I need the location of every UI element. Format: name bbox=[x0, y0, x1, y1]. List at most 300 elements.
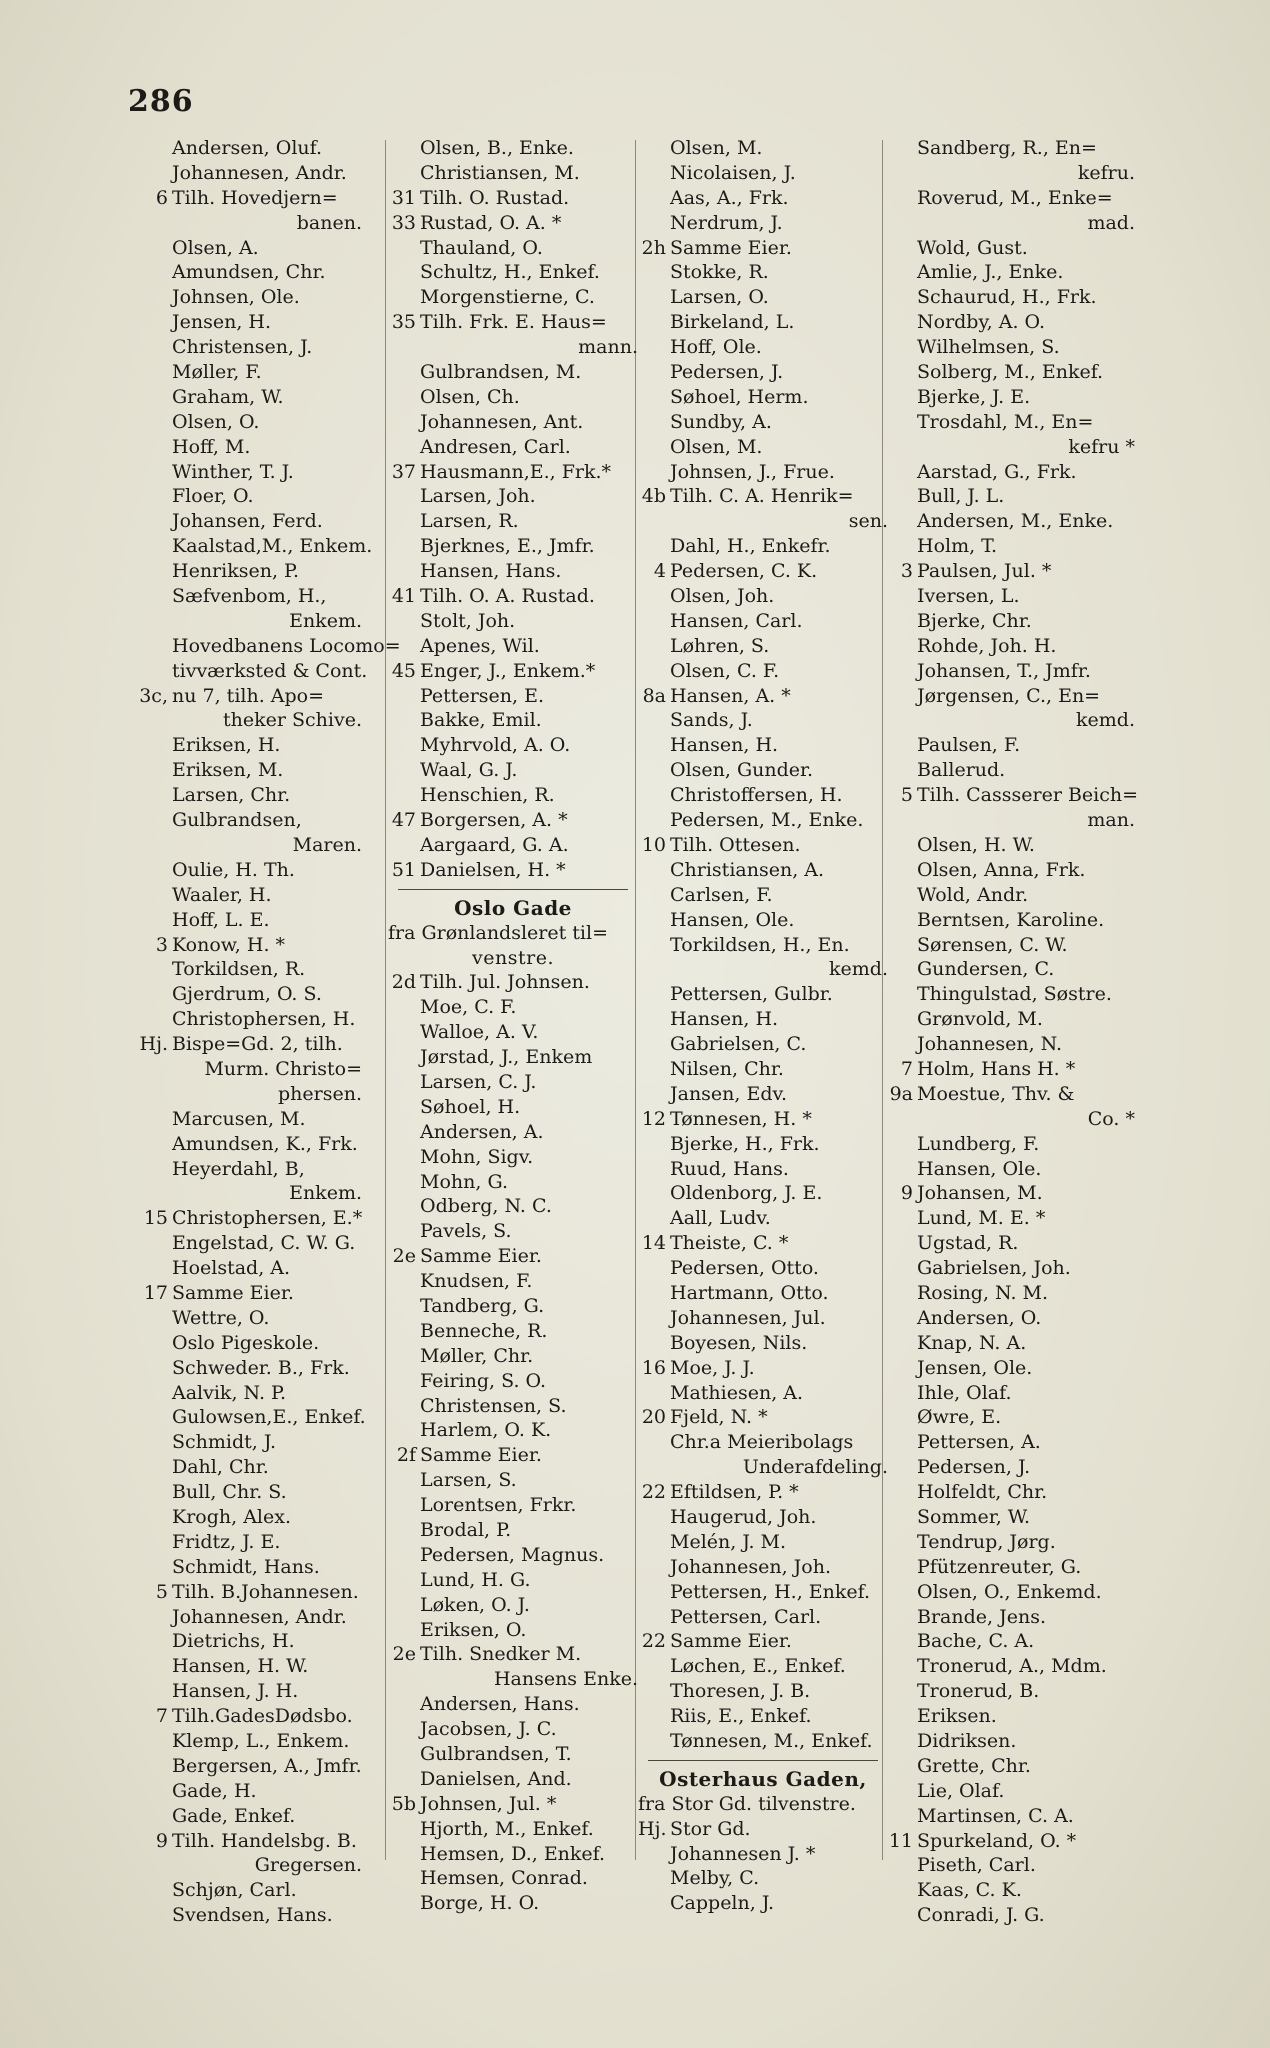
entry-text: Christophersen, E.* bbox=[172, 1207, 363, 1230]
entry-text: kefru. bbox=[1077, 161, 1135, 184]
directory-entry bbox=[638, 708, 888, 733]
entry-text: banen. bbox=[296, 211, 362, 234]
entry-text: Tendrup, Jørg. bbox=[917, 1530, 1056, 1553]
entry-text: Johannesen, Andr. bbox=[172, 1605, 347, 1628]
directory-entry bbox=[112, 808, 362, 833]
entry-text: Henriksen, P. bbox=[172, 560, 300, 583]
entry-text: Nilsen, Chr. bbox=[670, 1057, 784, 1080]
entry-text: Mohn, Sigv. bbox=[420, 1145, 534, 1168]
directory-entry bbox=[638, 584, 888, 609]
directory-entry bbox=[638, 534, 888, 559]
entry-text: Oslo Pigeskole. bbox=[172, 1331, 320, 1354]
entry-text: Samme Eier. bbox=[172, 1281, 294, 1304]
house-number: 14 bbox=[641, 1232, 666, 1255]
entry-text: phersen. bbox=[278, 1082, 362, 1105]
entry-text: Haugerud, Joh. bbox=[670, 1505, 817, 1528]
entry-text: Riis, E., Enkef. bbox=[670, 1705, 812, 1728]
entry-text: mann. bbox=[578, 336, 638, 359]
directory-entry bbox=[112, 1654, 362, 1679]
house-number: 3c, bbox=[139, 684, 168, 707]
entry-text: Dahl, Chr. bbox=[172, 1456, 269, 1479]
entry-text: Carlsen, F. bbox=[670, 883, 773, 906]
entry-text: Larsen, Joh. bbox=[420, 485, 536, 508]
entry-text: Winther, T. J. bbox=[172, 460, 294, 483]
entry-text: Cappeln, J. bbox=[670, 1892, 775, 1915]
entry-text: Mathiesen, A. bbox=[670, 1381, 804, 1404]
entry-text: Aarstad, G., Frk. bbox=[917, 460, 1077, 483]
directory-entry bbox=[388, 1842, 638, 1867]
entry-text: Benneche, R. bbox=[420, 1319, 548, 1342]
entry-text: Ballerud. bbox=[917, 759, 1006, 782]
directory-entry bbox=[112, 858, 362, 883]
directory-entry bbox=[638, 1605, 888, 1630]
entry-text: Schmidt, Hans. bbox=[172, 1555, 320, 1578]
entry-text: Løchen, E., Enkef. bbox=[670, 1655, 846, 1678]
directory-entry bbox=[885, 1356, 1135, 1381]
entry-text: Odberg, N. C. bbox=[420, 1195, 552, 1218]
entry-text: Larsen, S. bbox=[420, 1469, 517, 1492]
entry-text: Hansen, J. H. bbox=[172, 1680, 299, 1703]
directory-entry bbox=[885, 1804, 1135, 1829]
entry-text: Olsen, H. W. bbox=[917, 833, 1035, 856]
directory-entry bbox=[885, 534, 1135, 559]
entry-text: Eriksen, H. bbox=[172, 734, 281, 757]
directory-entry bbox=[112, 1804, 362, 1829]
directory-entry bbox=[388, 1244, 638, 1269]
entry-text: Hansen, Hans. bbox=[420, 560, 562, 583]
entry-text: Pedersen, J. bbox=[917, 1456, 1031, 1479]
house-number: 2e bbox=[392, 1245, 416, 1268]
directory-entry bbox=[388, 995, 638, 1020]
directory-entry bbox=[112, 1231, 362, 1256]
entry-text: Christoffersen, H. bbox=[670, 784, 843, 807]
entry-text: Fridtz, J. E. bbox=[172, 1530, 281, 1553]
house-number: 6 bbox=[155, 186, 168, 209]
directory-entry bbox=[388, 708, 638, 733]
entry-text: Holfeldt, Chr. bbox=[917, 1481, 1048, 1504]
directory-entry bbox=[388, 783, 638, 808]
entry-text: Tronerud, A., Mdm. bbox=[917, 1655, 1107, 1678]
directory-entry bbox=[885, 933, 1135, 958]
directory-entry bbox=[112, 310, 362, 335]
directory-entry bbox=[388, 1045, 638, 1070]
directory-entry bbox=[638, 335, 888, 360]
column-4 bbox=[885, 136, 1139, 1928]
directory-entry bbox=[638, 783, 888, 808]
directory-entry bbox=[388, 1717, 638, 1742]
directory-entry bbox=[388, 758, 638, 783]
entry-text: Christensen, J. bbox=[172, 336, 313, 359]
directory-entry bbox=[885, 957, 1135, 982]
directory-entry bbox=[388, 136, 638, 161]
house-number: 2f bbox=[396, 1444, 416, 1467]
entry-text: Hovedbanens Locomo= bbox=[172, 634, 401, 657]
directory-entry bbox=[388, 435, 638, 460]
entry-text: venstre. bbox=[472, 946, 554, 969]
directory-entry bbox=[638, 858, 888, 883]
directory-entry bbox=[388, 659, 638, 684]
directory-entry bbox=[112, 1057, 362, 1082]
directory-entry bbox=[638, 1256, 888, 1281]
entry-text: Aargaard, G. A. bbox=[420, 833, 569, 856]
entry-text: Grette, Chr. bbox=[917, 1754, 1031, 1777]
directory-entry bbox=[112, 1629, 362, 1654]
directory-entry bbox=[638, 1530, 888, 1555]
entry-text: Nicolaisen, J. bbox=[670, 161, 796, 184]
directory-entry bbox=[885, 783, 1139, 808]
house-number: 4b bbox=[641, 485, 666, 508]
entry-text: Pettersen, A. bbox=[917, 1431, 1041, 1454]
entry-text: Wettre, O. bbox=[172, 1306, 270, 1329]
directory-entry bbox=[885, 982, 1135, 1007]
entry-text: Tilh. O. Rustad. bbox=[420, 186, 570, 209]
house-number: 5 bbox=[900, 784, 913, 807]
entry-text: Øwre, E. bbox=[917, 1406, 1002, 1429]
directory-entry bbox=[885, 360, 1135, 385]
directory-entry bbox=[885, 1381, 1135, 1406]
directory-entry bbox=[638, 982, 888, 1007]
entry-text: Thingulstad, Søstre. bbox=[917, 983, 1112, 1006]
directory-entry bbox=[112, 1605, 362, 1630]
house-number: 45 bbox=[391, 659, 416, 682]
entry-text: Olsen, B., Enke. bbox=[420, 137, 574, 159]
entry-text: Schmidt, J. bbox=[172, 1431, 277, 1454]
entry-text: Hausmann,E., Frk.* bbox=[420, 460, 612, 483]
directory-entry bbox=[388, 970, 638, 995]
entry-text: Floer, O. bbox=[172, 485, 254, 508]
entry-text: Grønvold, M. bbox=[917, 1008, 1043, 1031]
directory-entry bbox=[638, 1455, 888, 1480]
entry-text: Bjerke, H., Frk. bbox=[670, 1132, 820, 1155]
directory-entry bbox=[112, 659, 368, 684]
directory-entry bbox=[885, 161, 1135, 186]
entry-text: Tilh. Handelsbg. B. bbox=[172, 1829, 357, 1852]
directory-entry bbox=[638, 1729, 888, 1754]
directory-entry bbox=[112, 1306, 362, 1331]
entry-text: Pavels, S. bbox=[420, 1220, 512, 1243]
entry-text: Sørensen, C. W. bbox=[917, 933, 1068, 956]
entry-text: Rustad, O. A. * bbox=[420, 211, 562, 234]
entry-text: Pettersen, E. bbox=[420, 684, 544, 707]
directory-entry bbox=[885, 1306, 1135, 1331]
entry-text: Knap, N. A. bbox=[917, 1331, 1027, 1354]
entry-text: Bjerke, J. E. bbox=[917, 385, 1031, 408]
entry-text: Wilhelmsen, S. bbox=[917, 336, 1060, 359]
entry-text: Oulie, H. Th. bbox=[172, 858, 295, 881]
directory-entry bbox=[112, 1007, 362, 1032]
entry-text: Enkem. bbox=[289, 609, 362, 632]
entry-text: Hemsen, Conrad. bbox=[420, 1867, 588, 1890]
directory-entry bbox=[638, 260, 888, 285]
entry-text: Thoresen, J. B. bbox=[670, 1680, 811, 1703]
directory-entry bbox=[388, 310, 638, 335]
entry-text: Eftildsen, P. * bbox=[670, 1481, 799, 1504]
directory-entry bbox=[388, 1219, 638, 1244]
entry-text: Johnsen, J., Frue. bbox=[670, 460, 835, 483]
directory-entry bbox=[638, 1331, 888, 1356]
directory-entry bbox=[112, 609, 362, 634]
directory-entry bbox=[885, 758, 1135, 783]
entry-text: Aalvik, N. P. bbox=[172, 1381, 286, 1404]
house-number: 8a bbox=[642, 684, 666, 707]
directory-entry bbox=[885, 609, 1135, 634]
directory-entry bbox=[388, 1095, 638, 1120]
directory-entry bbox=[638, 1032, 888, 1057]
entry-text: Apenes, Wil. bbox=[420, 634, 540, 657]
entry-text: Henschien, R. bbox=[420, 784, 555, 807]
directory-entry bbox=[112, 1455, 362, 1480]
directory-entry bbox=[112, 285, 362, 310]
directory-entry bbox=[638, 285, 888, 310]
directory-entry bbox=[388, 808, 638, 833]
directory-entry bbox=[885, 1281, 1135, 1306]
entry-text: Christensen, S. bbox=[420, 1394, 567, 1417]
entry-text: Johnsen, Ole. bbox=[172, 286, 300, 309]
entry-text: Tilh. Hovedjern= bbox=[172, 186, 338, 209]
directory-entry bbox=[885, 858, 1135, 883]
entry-text: Olsen, M. bbox=[670, 435, 763, 458]
entry-text: Olsen, O., Enkemd. bbox=[917, 1580, 1102, 1603]
entry-text: Sommer, W. bbox=[917, 1505, 1031, 1528]
directory-entry bbox=[112, 1356, 362, 1381]
entry-text: Piseth, Carl. bbox=[917, 1854, 1036, 1877]
house-number: 2h bbox=[641, 236, 666, 259]
entry-text: Rohde, Joh. H. bbox=[917, 634, 1057, 657]
entry-text: Underafdeling. bbox=[742, 1456, 888, 1479]
entry-text: Hansen, H. bbox=[670, 734, 779, 757]
entry-text: Pedersen, J. bbox=[670, 361, 784, 384]
entry-text: Oldenborg, J. E. bbox=[670, 1182, 823, 1205]
directory-entry bbox=[112, 1505, 362, 1530]
house-number: Hj. bbox=[139, 1033, 168, 1056]
directory-entry bbox=[638, 933, 888, 958]
directory-entry bbox=[885, 1231, 1135, 1256]
entry-text: fra Stor Gd. tilvenstre. bbox=[638, 1792, 856, 1815]
entry-text: Svendsen, Hans. bbox=[172, 1904, 333, 1927]
entry-text: Gjerdrum, O. S. bbox=[172, 983, 322, 1006]
entry-text: Melby, C. bbox=[670, 1867, 760, 1890]
entry-text: Samme Eier. bbox=[670, 236, 792, 259]
directory-entry bbox=[885, 559, 1135, 584]
directory-entry bbox=[885, 908, 1135, 933]
directory-entry bbox=[112, 1779, 362, 1804]
entry-text: Gade, H. bbox=[172, 1779, 257, 1802]
directory-entry bbox=[112, 733, 362, 758]
directory-entry bbox=[112, 684, 362, 709]
entry-text: Hansen, A. * bbox=[670, 684, 791, 707]
entry-text: Tilh. C. A. Henrik= bbox=[670, 485, 854, 508]
directory-entry bbox=[638, 1306, 888, 1331]
directory-entry bbox=[112, 161, 362, 186]
directory-entry bbox=[112, 260, 362, 285]
entry-text: Johnsen, Jul. * bbox=[420, 1792, 557, 1815]
directory-entry bbox=[112, 484, 362, 509]
directory-entry bbox=[112, 1903, 362, 1928]
entry-text: Andresen, Carl. bbox=[420, 435, 571, 458]
directory-entry bbox=[388, 858, 638, 883]
directory-entry bbox=[388, 360, 638, 385]
entry-text: Ruud, Hans. bbox=[670, 1157, 789, 1180]
entry-text: Amundsen, K., Frk. bbox=[172, 1132, 358, 1155]
directory-entry bbox=[885, 1679, 1135, 1704]
directory-entry bbox=[388, 1418, 638, 1443]
directory-entry bbox=[112, 1704, 362, 1729]
entry-text: Eriksen, O. bbox=[420, 1618, 527, 1641]
column-3 bbox=[638, 136, 888, 1916]
entry-text: Marcusen, M. bbox=[172, 1107, 306, 1130]
directory-entry bbox=[112, 833, 362, 858]
entry-text: Andersen, O. bbox=[917, 1306, 1042, 1329]
entry-text: Hoff, M. bbox=[172, 435, 251, 458]
entry-text: Myhrvold, A. O. bbox=[420, 734, 571, 757]
entry-text: Gregersen. bbox=[254, 1854, 362, 1877]
directory-entry bbox=[885, 1505, 1135, 1530]
entry-text: Ugstad, R. bbox=[917, 1232, 1019, 1255]
entry-text: Moestue, Thv. & bbox=[917, 1082, 1075, 1105]
directory-entry bbox=[112, 1430, 362, 1455]
entry-text: Møller, F. bbox=[172, 361, 262, 384]
directory-entry bbox=[885, 460, 1135, 485]
directory-entry bbox=[112, 1878, 362, 1903]
entry-text: Hartmann, Otto. bbox=[670, 1281, 829, 1304]
directory-entry bbox=[388, 1294, 638, 1319]
directory-entry bbox=[885, 659, 1135, 684]
entry-text: Johannesen, Andr. bbox=[172, 161, 347, 184]
entry-text: Gabrielsen, C. bbox=[670, 1033, 807, 1056]
entry-text: Olsen, M. bbox=[670, 137, 763, 159]
directory-entry bbox=[112, 1555, 362, 1580]
entry-text: Engelstad, C. W. G. bbox=[172, 1232, 356, 1255]
directory-entry bbox=[638, 559, 888, 584]
directory-entry bbox=[388, 1170, 638, 1195]
entry-text: Borge, H. O. bbox=[420, 1892, 540, 1915]
directory-entry bbox=[638, 1505, 888, 1530]
directory-entry bbox=[388, 1891, 638, 1916]
directory-entry bbox=[885, 1132, 1135, 1157]
directory-entry bbox=[112, 410, 362, 435]
house-number: 10 bbox=[641, 833, 666, 856]
entry-text: Thauland, O. bbox=[420, 236, 543, 259]
directory-entry bbox=[638, 1555, 888, 1580]
entry-text: theker Schive. bbox=[223, 709, 362, 732]
page-number: 286 bbox=[128, 84, 194, 119]
directory-entry bbox=[112, 1381, 362, 1406]
entry-text: Danielsen, And. bbox=[420, 1767, 572, 1790]
entry-text: kefru * bbox=[1068, 435, 1135, 458]
directory-entry bbox=[112, 1754, 362, 1779]
directory-entry bbox=[885, 1206, 1135, 1231]
directory-entry bbox=[112, 1853, 362, 1878]
street-direction bbox=[388, 921, 638, 946]
entry-text: Christiansen, M. bbox=[420, 161, 580, 184]
directory-entry bbox=[112, 360, 362, 385]
house-number: 3 bbox=[900, 560, 913, 583]
section-rule bbox=[398, 889, 628, 890]
entry-text: Hemsen, D., Enkef. bbox=[420, 1842, 606, 1865]
directory-entry bbox=[638, 758, 888, 783]
entry-text: Roverud, M., Enke= bbox=[917, 186, 1113, 209]
entry-text: Solberg, M., Enkef. bbox=[917, 361, 1104, 384]
entry-text: Holm, Hans H. * bbox=[917, 1057, 1076, 1080]
entry-text: Gundersen, C. bbox=[917, 958, 1055, 981]
entry-text: Lorentsen, Frkr. bbox=[420, 1494, 577, 1517]
entry-text: Eriksen, M. bbox=[172, 759, 284, 782]
directory-entry bbox=[638, 410, 888, 435]
entry-text: Eriksen. bbox=[917, 1705, 997, 1728]
directory-entry bbox=[638, 1231, 888, 1256]
directory-entry bbox=[112, 186, 362, 211]
entry-text: Hansen, Ole. bbox=[917, 1157, 1042, 1180]
directory-entry bbox=[388, 285, 638, 310]
directory-entry bbox=[885, 509, 1135, 534]
directory-entry bbox=[885, 385, 1135, 410]
entry-text: Andersen, Oluf. bbox=[172, 137, 323, 159]
house-number: 9a bbox=[889, 1082, 913, 1105]
directory-entry bbox=[112, 982, 362, 1007]
directory-entry bbox=[388, 1269, 638, 1294]
directory-entry bbox=[388, 1070, 638, 1095]
entry-text: Hjorth, M., Enkef. bbox=[420, 1817, 594, 1840]
directory-entry bbox=[885, 136, 1135, 161]
directory-entry bbox=[885, 1580, 1135, 1605]
directory-entry bbox=[112, 559, 362, 584]
entry-text: Olsen, O. bbox=[172, 410, 260, 433]
entry-text: Hansen, H. W. bbox=[172, 1655, 309, 1678]
entry-text: Larsen, O. bbox=[670, 286, 769, 309]
directory-entry bbox=[388, 733, 638, 758]
directory-entry bbox=[638, 808, 888, 833]
directory-entry bbox=[112, 1580, 362, 1605]
directory-entry bbox=[885, 1405, 1135, 1430]
house-number: 17 bbox=[143, 1281, 168, 1304]
directory-entry bbox=[388, 211, 638, 236]
directory-entry bbox=[638, 1842, 888, 1867]
column-divider bbox=[385, 140, 386, 1860]
directory-entry bbox=[388, 1642, 638, 1667]
entry-text: Larsen, Chr. bbox=[172, 784, 291, 807]
directory-entry bbox=[388, 1866, 638, 1891]
entry-text: Johannesen, Ant. bbox=[420, 410, 584, 433]
directory-entry bbox=[388, 385, 638, 410]
entry-text: Løhren, S. bbox=[670, 634, 770, 657]
directory-entry bbox=[638, 908, 888, 933]
entry-text: Birkeland, L. bbox=[670, 311, 795, 334]
entry-text: kemd. bbox=[829, 958, 888, 981]
house-number: 33 bbox=[391, 211, 416, 234]
house-number: 15 bbox=[143, 1207, 168, 1230]
directory-entry bbox=[885, 1754, 1135, 1779]
directory-entry bbox=[112, 1132, 362, 1157]
entry-text: Iversen, L. bbox=[917, 585, 1020, 608]
column-2 bbox=[388, 136, 638, 1916]
directory-entry bbox=[885, 1082, 1135, 1107]
directory-entry bbox=[885, 1903, 1135, 1928]
directory-entry bbox=[112, 460, 362, 485]
directory-entry bbox=[388, 559, 638, 584]
entry-text: Hansens Enke. bbox=[493, 1668, 638, 1691]
directory-entry bbox=[388, 1817, 638, 1842]
entry-text: Tilh. Ottesen. bbox=[670, 833, 801, 856]
house-number: 2d bbox=[391, 971, 416, 994]
entry-text: Aall, Ludv. bbox=[670, 1207, 771, 1230]
entry-text: Tilh. Frk. E. Haus= bbox=[420, 311, 607, 334]
entry-text: Stolt, Joh. bbox=[420, 609, 516, 632]
entry-text: Hoelstad, A. bbox=[172, 1257, 291, 1280]
entry-text: Aas, A., Frk. bbox=[670, 186, 789, 209]
entry-text: Hansen, H. bbox=[670, 1008, 779, 1031]
directory-entry bbox=[638, 1654, 888, 1679]
directory-entry bbox=[388, 946, 638, 971]
